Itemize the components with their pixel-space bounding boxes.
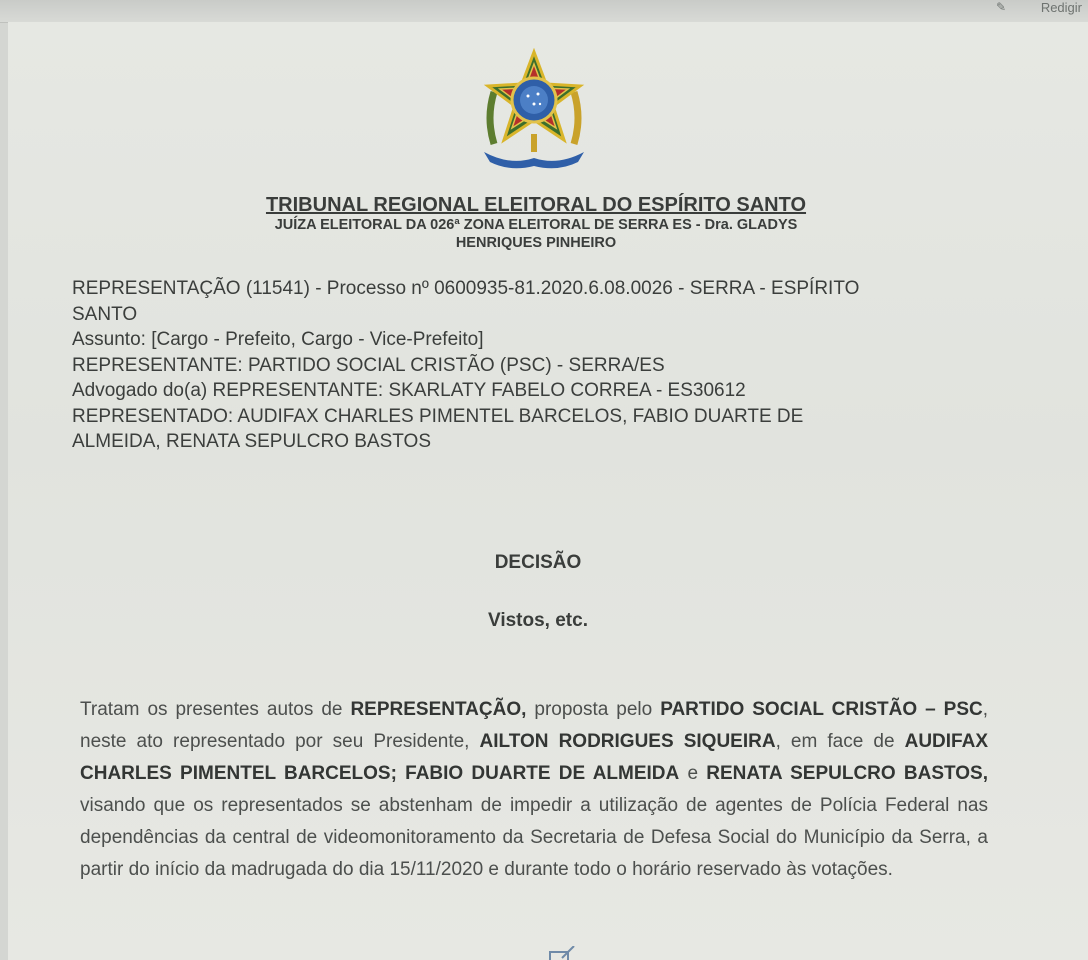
document-page bbox=[8, 22, 1088, 960]
representado-line-1: REPRESENTADO: AUDIFAX CHARLES PIMENTEL BARCELOS, FABIO DUARTE DE bbox=[72, 405, 804, 427]
decision-paragraph bbox=[80, 694, 988, 886]
assunto-line: Assunto: [Cargo - Prefeito, Cargo - Vice-Prefeito] bbox=[72, 329, 484, 350]
vistos-line: Vistos, etc. bbox=[488, 610, 588, 631]
decision-title: DECISÃO bbox=[494, 552, 582, 573]
body-text-3: , neste ato representado por seu Presidente, bbox=[80, 699, 989, 752]
pen-icon[interactable]: ✎ bbox=[995, 0, 1006, 14]
body-text-4: , em face de bbox=[775, 731, 905, 752]
judge-line-1: JUÍZA ELEITORAL DA 026ª ZONA ELEITORAL DE SERRA ES - Dra. GLADYS bbox=[274, 217, 798, 233]
process-line-1: REPRESENTAÇÃO (11541) - Processo nº 0600935-81.2020.6.08.0026 - SERRA - ESPÍRITO bbox=[72, 278, 860, 299]
process-line-2: SANTO bbox=[72, 303, 138, 325]
representante-line: REPRESENTANTE: PARTIDO SOCIAL CRISTÃO (PSC) - SERRA/ES bbox=[72, 354, 665, 376]
body-text-6: visando que os representados se abstenham de impedir a utilização de agentes de Polícia Federal nas dependências da central de videomonitoramento da Secretaria de Defesa Social do Município da Serra, a partir do início da madrugada do dia 15/11/2020 e durante todo o horário reservado às votações. bbox=[80, 795, 988, 880]
advogado-line: Advogado do(a) REPRESENTANTE: SKARLATY FABELO CORREA - ES30612 bbox=[72, 380, 746, 401]
edit-note-icon[interactable] bbox=[548, 946, 576, 960]
body-bold-2: PARTIDO SOCIAL CRISTÃO – PSC bbox=[660, 699, 983, 720]
body-text-2: proposta pelo bbox=[526, 699, 661, 720]
body-text-1: Tratam os presentes autos de bbox=[80, 699, 351, 720]
body-bold-1: REPRESENTAÇÃO, bbox=[350, 699, 527, 720]
judge-heading bbox=[108, 216, 964, 252]
court-name-heading: TRIBUNAL REGIONAL ELEITORAL DO ESPÍRITO SANTO bbox=[265, 194, 807, 216]
coat-of-arms-emblem bbox=[480, 48, 588, 172]
body-bold-3: AILTON RODRIGUES SIQUEIRA bbox=[479, 731, 776, 752]
body-text-5: e bbox=[679, 763, 707, 784]
body-bold-5: RENATA SEPULCRO BASTOS, bbox=[706, 763, 988, 784]
process-metadata bbox=[72, 276, 972, 455]
body-bold-4: AUDIFAX CHARLES PIMENTEL BARCELOS; FABIO DUARTE DE ALMEIDA bbox=[80, 731, 988, 784]
app-toolbar bbox=[0, 0, 1088, 23]
judge-line-2: HENRIQUES PINHEIRO bbox=[455, 235, 617, 251]
representado-line-2: ALMEIDA, RENATA SEPULCRO BASTOS bbox=[72, 431, 431, 452]
redigir-button[interactable]: Redigir bbox=[1040, 0, 1082, 15]
